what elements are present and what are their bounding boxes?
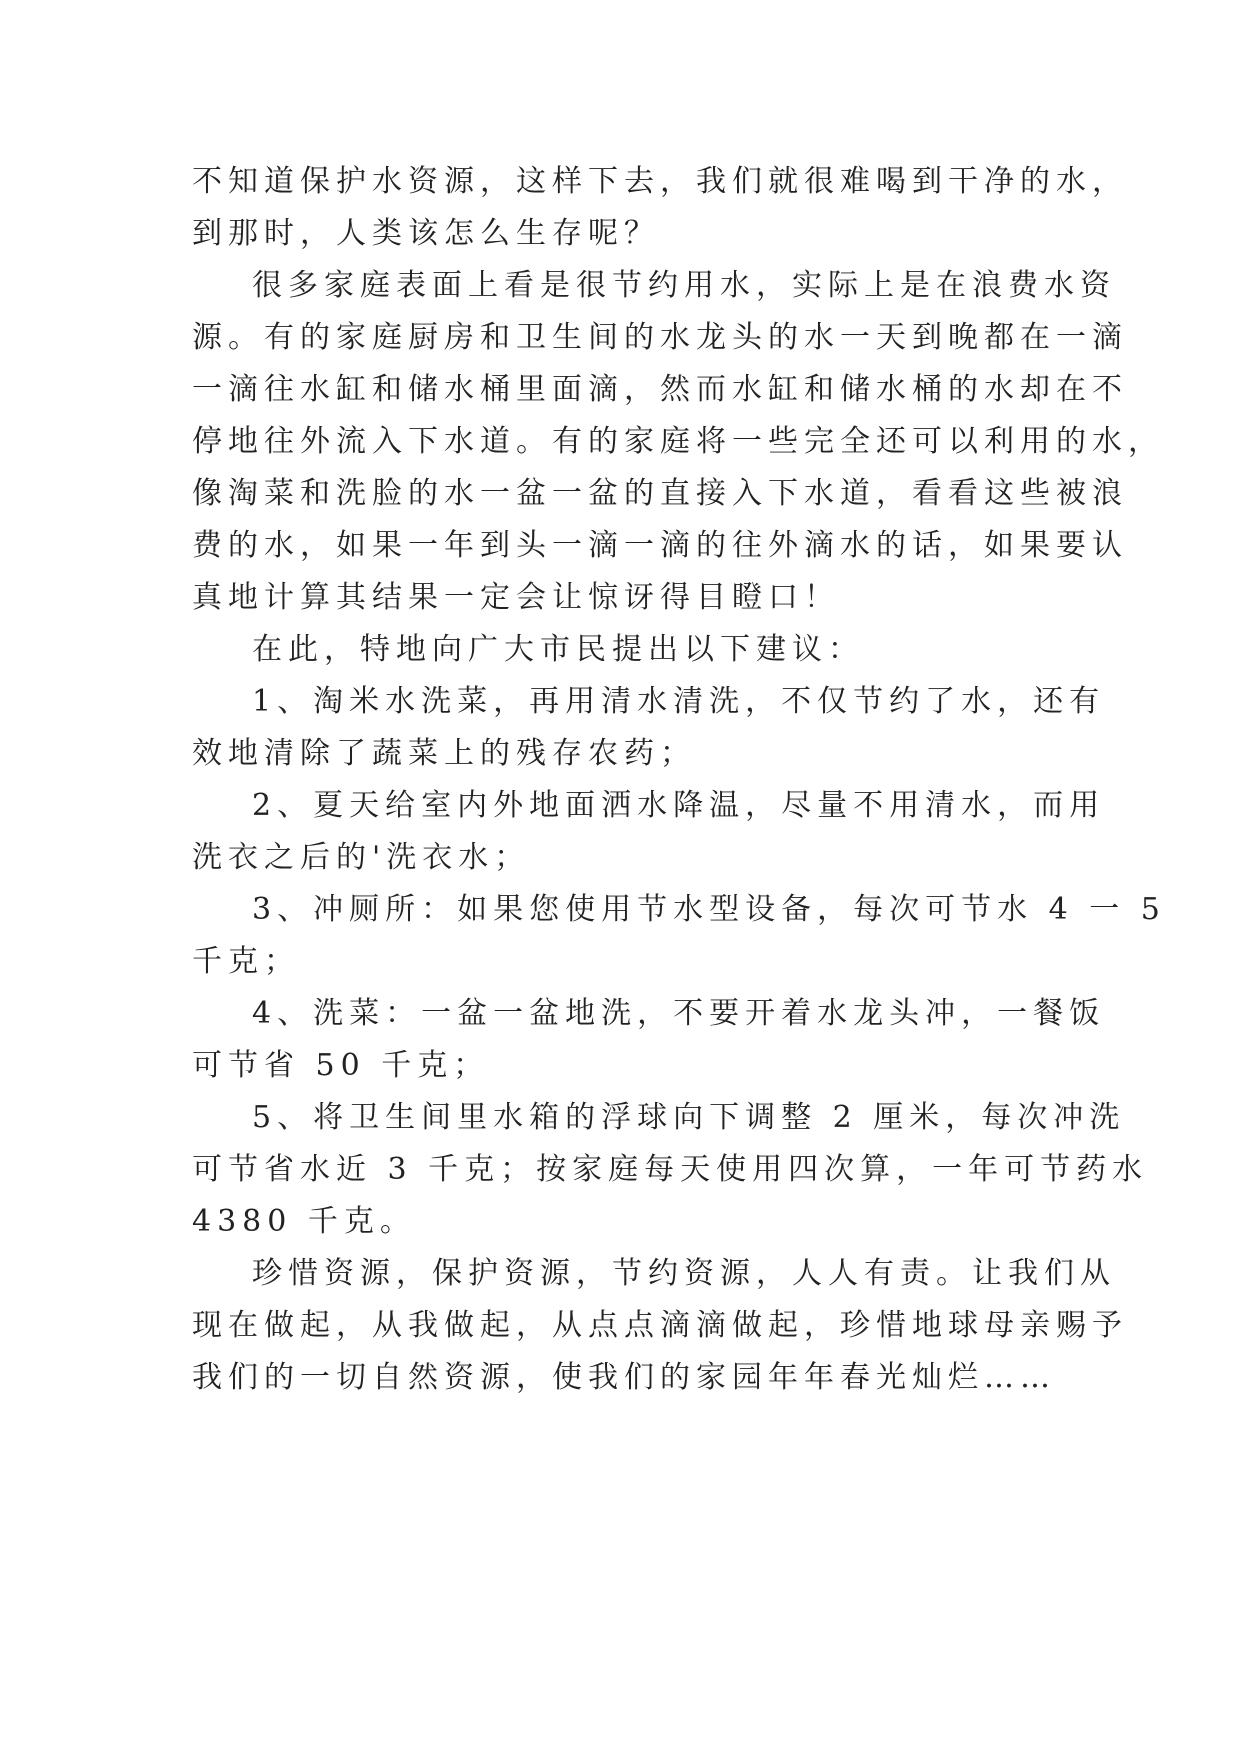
text-line: 我们的一切自然资源，使我们的家园年年春光灿烂…… xyxy=(192,1360,1056,1395)
text-line: 千克； xyxy=(192,944,300,979)
text-line: 可节省 50 千克； xyxy=(192,1048,490,1083)
paragraph-start-line: 很多家庭表面上看是很节约用水，实际上是在浪费水资 xyxy=(252,268,1116,303)
text-line: 费的水，如果一年到头一滴一滴的往外滴水的话，如果要认 xyxy=(192,528,1128,563)
text-line: 现在做起，从我做起，从点点滴滴做起，珍惜地球母亲赐予 xyxy=(192,1308,1128,1343)
text-line: 不知道保护水资源，这样下去，我们就很难喝到干净的水， xyxy=(192,164,1128,199)
text-line: 效地清除了蔬菜上的残存农药； xyxy=(192,736,696,771)
list-item-4-line: 4、洗菜：一盆一盆地洗，不要开着水龙头冲，一餐饭 xyxy=(252,996,1106,1031)
paragraph-start-line: 在此，特地向广大市民提出以下建议： xyxy=(252,632,864,667)
text-line: 一滴往水缸和储水桶里面滴，然而水缸和储水桶的水却在不 xyxy=(192,372,1128,407)
text-line: 源。有的家庭厨房和卫生间的水龙头的水一天到晚都在一滴 xyxy=(192,320,1128,355)
text-line: 到那时，人类该怎么生存呢？ xyxy=(192,216,660,251)
text-line: 停地往外流入下水道。有的家庭将一些完全还可以利用的水， xyxy=(192,424,1164,459)
text-line: 可节省水近 3 千克；按家庭每天使用四次算，一年可节药水 xyxy=(192,1152,1149,1187)
list-item-1-line: 1、淘米水洗菜，再用清水清洗，不仅节约了水，还有 xyxy=(252,684,1106,719)
list-item-3-line: 3、冲厕所：如果您使用节水型设备，每次可节水 4 一 5 xyxy=(252,892,1166,927)
text-line: 4380 千克。 xyxy=(192,1204,416,1239)
paragraph-start-line: 珍惜资源，保护资源，节约资源，人人有责。让我们从 xyxy=(252,1256,1116,1291)
list-item-2-line: 2、夏天给室内外地面洒水降温，尽量不用清水，而用 xyxy=(252,788,1106,823)
list-item-5-line: 5、将卫生间里水箱的浮球向下调整 2 厘米，每次冲洗 xyxy=(252,1100,1126,1135)
text-line: 洗衣之后的'洗衣水； xyxy=(192,840,531,875)
text-line: 像淘菜和洗脸的水一盆一盆的直接入下水道，看看这些被浪 xyxy=(192,476,1128,511)
text-line: 真地计算其结果一定会让惊讶得目瞪口！ xyxy=(192,580,840,615)
